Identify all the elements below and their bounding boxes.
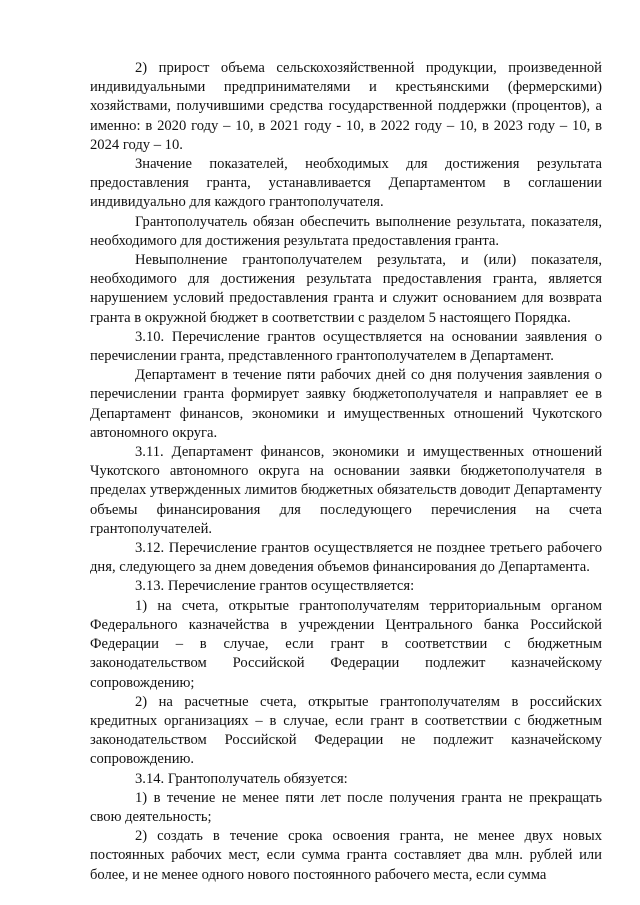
paragraph-3-14-item-1: 1) в течение не менее пяти лет после получения гранта не прекращать свою деятельность; [90,789,602,825]
paragraph-3-10: 3.10. Перечисление грантов осуществляется на основании заявления о перечислении гранта, представленного грантополучателем в Департамент. [90,328,602,365]
paragraph-noncompliance: Невыполнение грантополучателем результата, и (или) показателя, необходимого для достижения результата предоставления гранта, является нарушением условий предоставления гранта и служит основанием для возврата гранта в окружной бюджет в соответствии с разделом 5 настоящего Порядка. [90,252,602,326]
paragraph-3-13-item-1: 1) на счета, открытые грантополучателям территориальным органом Федерального казначейства в учреждении Центрального банка Российской Федерации – в случае, если грант в соответствии с бюджетным законодательством Российской Федерации подлежит казначейскому сопровождению; [90,597,602,691]
paragraph-department-request: Департамент в течение пяти рабочих дней со дня получения заявления о перечислении гранта формирует заявку бюджетополучателя и направляет ее в Департамент финансов, экономики и имущественных отношений Чукотского автономного округа. [90,367,602,441]
paragraph-recipient-obligation: Грантополучатель обязан обеспечить выполнение результата, показателя, необходимого для достижения результата предоставления гранта. [90,213,602,249]
document-page [90,59,602,885]
paragraph-3-14: 3.14. Грантополучатель обязуется: [135,770,348,787]
paragraph-3-11: 3.11. Департамент финансов, экономики и имущественных отношений Чукотского автономного округа на основании заявки бюджетополучателя в пределах утвержденных лимитов бюджетных обязательств доводит Департаменту объемы финансирования для последующего перечисления на счета грантополучателей. [90,444,602,537]
paragraph-3-12: 3.12. Перечисление грантов осуществляется не позднее третьего рабочего дня, следующего за днем доведения объемов финансирования до Департамента. [90,540,602,576]
paragraph-indicator-growth: 2) прирост объема сельскохозяйственной продукции, произведенной индивидуальными предпринимателями и крестьянскими (фермерскими) хозяйствами, получившими средства государственной поддержки (процентов), а именно: в 2020 году – 10, в 2021 году - 10, в 2022 году – 10, в 2023 году – 10, в 2024 году – 10. [90,60,602,153]
paragraph-3-13: 3.13. Перечисление грантов осуществляется: [135,578,415,595]
paragraph-indicator-values: Значение показателей, необходимых для достижения результата предоставления гранта, устанавливается Департаментом в соглашении индивидуально для каждого грантополучателя. [90,156,602,211]
paragraph-3-14-item-2: 2) создать в течение срока освоения гранта, не менее двух новых постоянных рабочих мест, если сумма гранта составляет два млн. рублей или более, и не менее одного нового постоянного рабочего места, если сумма [90,828,602,883]
paragraph-3-13-item-2: 2) на расчетные счета, открытые грантополучателям в российских кредитных организациях – в случае, если грант в соответствии с бюджетным законодательством Российской Федерации не подлежит казначейскому сопровождению. [90,693,602,768]
